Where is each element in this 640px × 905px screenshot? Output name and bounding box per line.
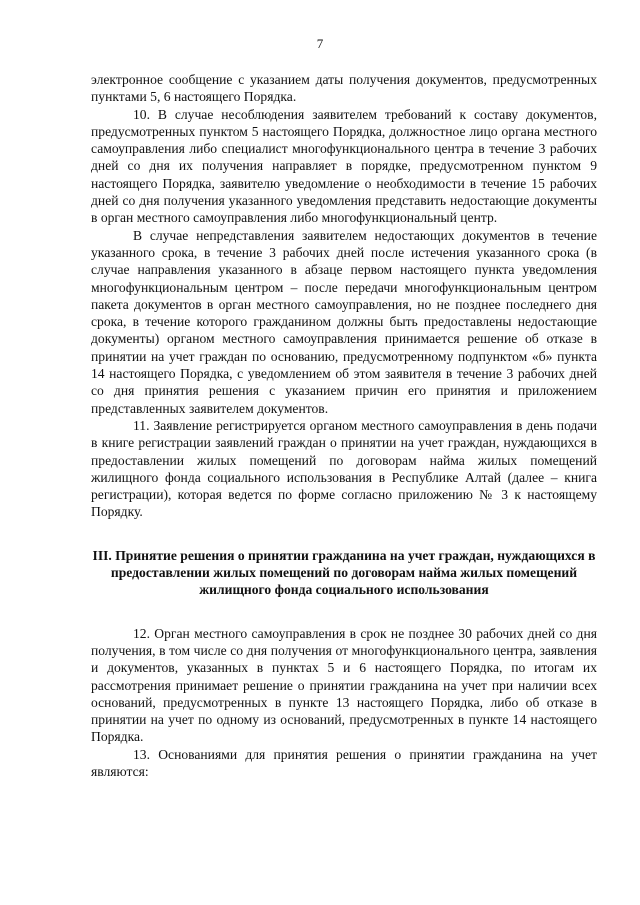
paragraph-item-11: 11. Заявление регистрируется органом местного самоуправления в день подачи в книге регистрации заявлений граждан о принятии на учет граждан, нуждающихся в предоставлении жилых помещений по договорам найма жилых помещений жилищного фонда социального использования в Республике Алтай (далее – книга регистрации), которая ведется по форме согласно приложению № 3 к настоящему Порядку. <box>91 417 597 520</box>
document-body <box>91 71 597 780</box>
paragraph-item-13: 13. Основаниями для принятия решения о принятии гражданина на учет являются: <box>91 746 597 779</box>
section-heading: III. Принятие решения о принятии гражданина на учет граждан, нуждающихся в предоставлении жилых помещений по договорам найма жилых помещений жилищного фонда социального использования <box>92 547 596 598</box>
paragraph-item-12: 12. Орган местного самоуправления в срок не позднее 30 рабочих дней со дня получения, в том числе со дня получения от многофункционального центра, заявления и документов, указанных в пунктах 5 и 6 настоящего Порядка, по итогам их рассмотрения принимает решение о принятии гражданина на учет при наличии всех оснований, предусмотренных в пункте 13 настоящего Порядка, либо об отказе в принятии на учет по одному из оснований, предусмотренных в пункте 14 настоящего Порядка. <box>91 625 597 745</box>
paragraph-item-10-part-2: В случае непредставления заявителем недостающих документов в течение указанного срока, в течение 3 рабочих дней после истечения указанного срока (в случае направления указанного в абзаце первом настоящего пункта уведомления многофункциональным центром – после передачи многофункциональным центром пакета документов в орган местного самоуправления, но не позднее последнего дня срока, в течение которого гражданином должны быть предоставлены недостающие документы) органом местного самоуправления принимается решение об отказе в принятии на учет граждан по основанию, предусмотренному подпунктом «б» пункта 14 настоящего Порядка, с уведомлением об этом заявителя в течение 3 рабочих дней со дня принятия решения с указанием причин его принятия и приложением представленных заявителем документов. <box>91 227 597 416</box>
paragraph-item-10: 10. В случае несоблюдения заявителем требований к составу документов, предусмотренных пунктом 5 настоящего Порядка, должностное лицо органа местного самоуправления либо специалист многофункционального центра в течение 3 рабочих дней со дня их получения направляет в порядке, предусмотренном пунктом 9 настоящего Порядка, заявителю уведомление о необходимости в течение 15 рабочих дней со дня получения указанного уведомления представить недостающие документы в орган местного самоуправления либо многофункциональный центр. <box>91 106 597 226</box>
page-number: 7 <box>316 36 324 51</box>
paragraph-continuation: электронное сообщение с указанием даты получения документов, предусмотренных пунктами 5, 6 настоящего Порядка. <box>91 72 597 105</box>
